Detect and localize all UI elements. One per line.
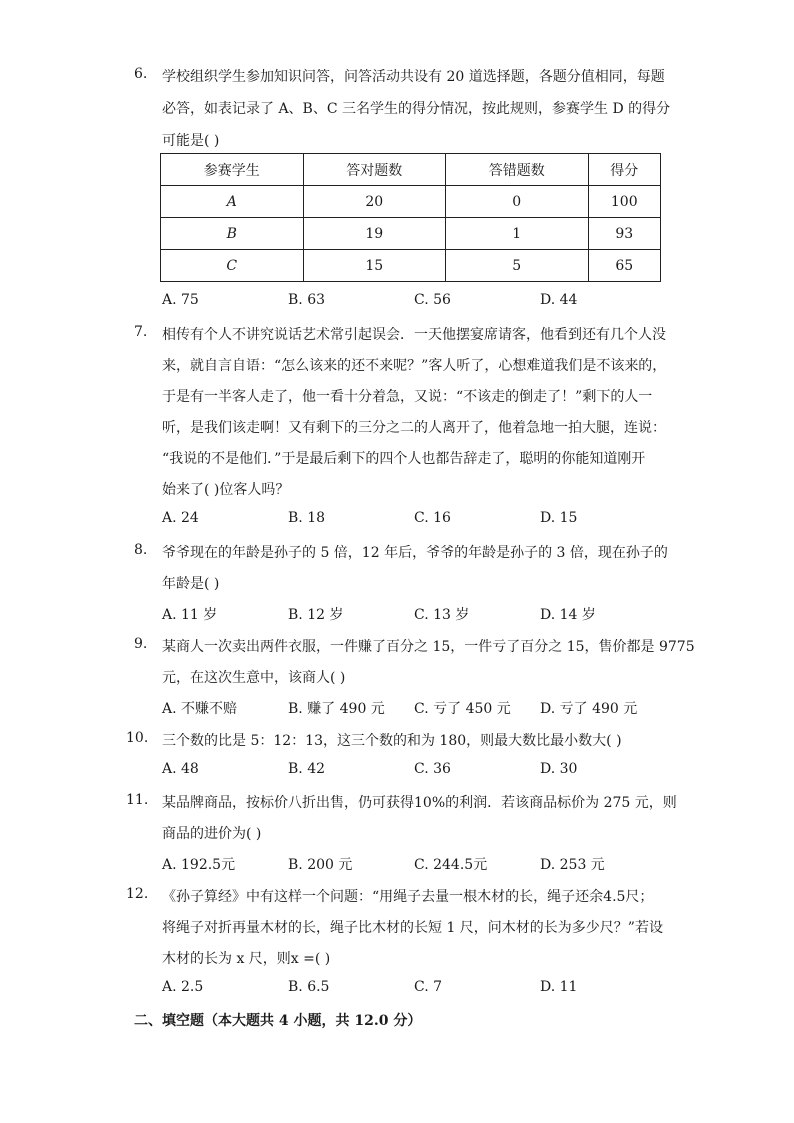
option-b[interactable]: B. 63: [288, 292, 326, 308]
option-c[interactable]: C. 亏了 450 元: [414, 701, 511, 717]
table-cell: 0: [446, 186, 589, 218]
option-c[interactable]: C. 13 岁: [414, 607, 470, 623]
question-text-line: 某商人一次卖出两件衣服，一件赚了百分之 15，一件亏了百分之 15，售价都是 9775: [162, 639, 695, 655]
option-c[interactable]: C. 7: [414, 979, 443, 995]
question-number: 6.: [134, 66, 148, 82]
question-text-line: 年龄是( ): [162, 576, 220, 592]
option-b[interactable]: B. 200 元: [288, 857, 353, 873]
option-b[interactable]: B. 赚了 490 元: [288, 701, 385, 717]
option-a[interactable]: A. 24: [162, 510, 199, 526]
option-d[interactable]: D. 44: [540, 292, 578, 308]
table-cell: 65: [588, 250, 661, 282]
option-b[interactable]: B. 42: [288, 761, 326, 777]
option-d[interactable]: D. 亏了 490 元: [540, 701, 638, 717]
question-text-line: 三个数的比是 5：12：13，这三个数的和为 180，则最大数比最小数大( ): [162, 733, 622, 749]
option-c[interactable]: C. 56: [414, 292, 451, 308]
question-text-line: “我说的不是他们．”于是最后剩下的四个人也都告辞走了，聪明的你能知道刚开: [162, 451, 646, 467]
question-text-line: 将绳子对折再量木材的长，绳子比木材的长短 1 尺，问木材的长为多少尺？”若设: [162, 920, 663, 936]
option-a[interactable]: A. 75: [162, 292, 199, 308]
table-cell: 93: [588, 218, 661, 250]
score-table: [160, 153, 661, 282]
question-text-line: 木材的长为 x 尺，则x =( ): [162, 951, 331, 967]
table-header-row: [161, 154, 661, 186]
question-number: 9.: [134, 636, 148, 652]
table-row: [161, 250, 661, 282]
option-a[interactable]: A. 192.5元: [162, 857, 236, 873]
question-text-line: 商品的进价为( ): [162, 826, 262, 842]
question-text-line: 于是有一半客人走了，他一看十分着急，又说：“不该走的倒走了！”剩下的人一: [162, 389, 653, 405]
option-a[interactable]: A. 不赚不赔: [162, 701, 238, 717]
table-cell: C: [161, 250, 304, 282]
option-d[interactable]: D. 15: [540, 510, 578, 526]
table-cell: A: [161, 186, 304, 218]
table-header-cell: 得分: [588, 154, 661, 186]
table-header-cell: 答错题数: [446, 154, 589, 186]
question-text-line: 爷爷现在的年龄是孙子的 5 倍，12 年后，爷爷的年龄是孙子的 3 倍，现在孙子的: [162, 545, 668, 561]
option-a[interactable]: A. 11 岁: [162, 607, 218, 623]
question-number: 8.: [134, 542, 148, 558]
table-cell: 20: [303, 186, 446, 218]
option-d[interactable]: D. 30: [540, 761, 578, 777]
option-d[interactable]: D. 14 岁: [540, 607, 596, 623]
question-text-line: 始来了( )位客人吗？: [162, 482, 290, 498]
question-number: 12.: [126, 886, 149, 902]
question-text-line: 听，是我们该走啊！又有剩下的三分之二的人离开了，他着急地一拍大腿，连说：: [162, 420, 666, 436]
table-row: [161, 218, 661, 250]
question-text-line: 某品牌商品，按标价八折出售，仍可获得10%的利润．若该商品标价为 275 元，则: [162, 795, 677, 811]
table-cell: 5: [446, 250, 589, 282]
question-text-line: 《孙子算经》中有这样一个问题：“用绳子去量一根木材的长，绳子还余4.5尺；: [162, 889, 654, 905]
table-cell: 19: [303, 218, 446, 250]
question-number: 11.: [126, 792, 149, 808]
option-c[interactable]: C. 16: [414, 510, 451, 526]
option-d[interactable]: D. 253 元: [540, 857, 605, 873]
option-b[interactable]: B. 12 岁: [288, 607, 344, 623]
table-cell: 1: [446, 218, 589, 250]
option-b[interactable]: B. 6.5: [288, 979, 330, 995]
question-text-line: 学校组织学生参加知识问答，问答活动共设有 20 道选择题，各题分值相同，每题: [162, 69, 665, 85]
table-cell: 100: [588, 186, 661, 218]
option-c[interactable]: C. 36: [414, 761, 451, 777]
option-a[interactable]: A. 2.5: [162, 979, 204, 995]
question-text-line: 可能是( ): [162, 133, 220, 149]
option-b[interactable]: B. 18: [288, 510, 326, 526]
question-text-line: 元，在这次生意中，该商人( ): [162, 670, 346, 686]
table-row: [161, 186, 661, 218]
question-text-line: 必答，如表记录了 A、B、C 三名学生的得分情况，按此规则，参赛学生 D 的得分: [162, 101, 671, 117]
option-c[interactable]: C. 244.5元: [414, 857, 488, 873]
section-heading: 二、填空题（本大题共 4 小题，共 12.0 分）: [134, 1013, 422, 1029]
question-number: 10.: [126, 730, 149, 746]
question-number: 7.: [134, 324, 148, 340]
table-cell: B: [161, 218, 304, 250]
option-a[interactable]: A. 48: [162, 761, 199, 777]
option-d[interactable]: D. 11: [540, 979, 578, 995]
table-cell: 15: [303, 250, 446, 282]
question-text-line: 来，就自言自语：“怎么该来的还不来呢？”客人听了，心想难道我们是不该来的，: [162, 358, 667, 374]
table-header-cell: 答对题数: [303, 154, 446, 186]
table-header-cell: 参赛学生: [161, 154, 304, 186]
question-text-line: 相传有个人不讲究说话艺术常引起误会．一天他摆宴席请客，他看到还有几个人没: [162, 327, 666, 343]
